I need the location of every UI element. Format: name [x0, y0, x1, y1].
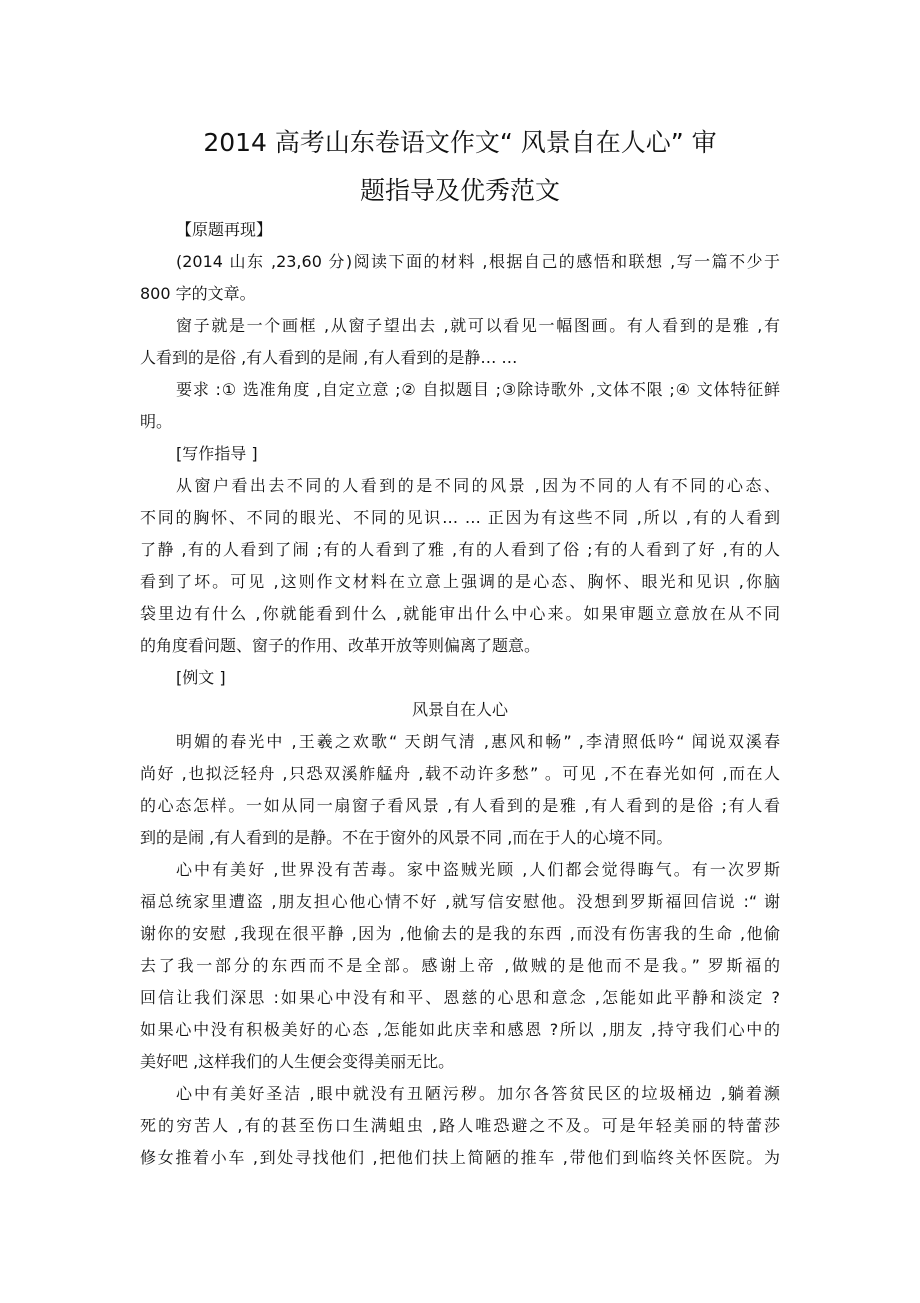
- paragraph-line: 福总统家里遭盗 ,朋友担心他心情不好 ,就写信安慰他。没想到罗斯福回信说 :“ 谢: [140, 892, 780, 911]
- paragraph-line: 的角度看问题、窗子的作用、改革开放等则偏离了题意。: [140, 636, 541, 655]
- paragraph-line: 回信让我们深思 :如果心中没有和平、恩慈的心思和意念 ,怎能如此平静和淡定 ?: [140, 988, 780, 1007]
- paragraph-line: 袋里边有什么 ,你就能看到什么 ,就能审出什么中心来。如果审题立意放在从不同: [140, 604, 780, 623]
- paragraph-line: 人看到的是俗 ,有人看到的是闹 ,有人看到的是静… …: [140, 348, 518, 367]
- paragraph-line: 死的穷苦人 ,有的甚至伤口生满蛆虫 ,路人唯恐避之不及。可是年轻美丽的特蕾莎: [140, 1116, 780, 1135]
- paragraph-line: 心中有美好 ,世界没有苦毒。家中盗贼光顾 ,人们都会觉得晦气。有一次罗斯: [176, 860, 780, 879]
- paragraph-line: 美好吧 ,这样我们的人生便会变得美丽无比。: [140, 1052, 455, 1071]
- document-title-line-1: 2014 高考山东卷语文作文“ 风景自在人心” 审: [203, 128, 717, 157]
- paragraph-line: 的心态怎样。一如从同一扇窗子看风景 ,有人看到的是雅 ,有人看到的是俗 ;有人看: [140, 796, 780, 815]
- paragraph-line: 到的是闹 ,有人看到的是静。不在于窗外的风景不同 ,而在于人的心境不同。: [140, 828, 673, 847]
- paragraph-line: 明媚的春光中 ,王羲之欢歌“ 天朗气清 ,惠风和畅” ,李清照低吟“ 闻说双溪春: [176, 732, 780, 751]
- paragraph-line: 800 字的文章。: [140, 284, 256, 303]
- essay-title: 风景自在人心: [411, 700, 508, 719]
- paragraph-line: 修女推着小车 ,到处寻找他们 ,把他们扶上简陋的推车 ,带他们到临终关怀医院。为: [140, 1148, 780, 1167]
- paragraph-line: 尚好 ,也拟泛轻舟 ,只恐双溪舴艋舟 ,载不动许多愁” 。可见 ,不在春光如何 ,而在人: [140, 764, 780, 783]
- paragraph-line: 去了我一部分的东西而不是全部。感谢上帝 ,做贼的是他而不是我。” 罗斯福的: [140, 956, 780, 975]
- paragraph-line: 如果心中没有积极美好的心态 ,怎能如此庆幸和感恩 ?所以 ,朋友 ,持守我们心中的: [140, 1020, 780, 1039]
- paragraph-line: 看到了坏。可见 ,这则作文材料在立意上强调的是心态、胸怀、眼光和见识 ,你脑: [140, 572, 780, 591]
- paragraph-line: 了静 ,有的人看到了闹 ;有的人看到了雅 ,有的人看到了俗 ;有的人看到了好 ,有的人: [140, 540, 780, 559]
- paragraph-line: 心中有美好圣洁 ,眼中就没有丑陋污秽。加尔各答贫民区的垃圾桶边 ,躺着濒: [176, 1084, 780, 1103]
- section-heading-guide: [写作指导 ]: [176, 444, 258, 463]
- paragraph-line: 要求 :① 选准角度 ,自定立意 ;② 自拟题目 ;③除诗歌外 ,文体不限 ;④ 文体特征鲜: [176, 380, 780, 399]
- paragraph-line: 从窗户看出去不同的人看到的是不同的风景 ,因为不同的人有不同的心态、: [176, 476, 780, 495]
- document-title-line-2: 题指导及优秀范文: [359, 176, 560, 205]
- paragraph-line: 明。: [140, 412, 173, 431]
- section-heading-original: 【原题再现】: [176, 220, 273, 239]
- paragraph-line: 窗子就是一个画框 ,从窗子望出去 ,就可以看见一幅图画。有人看到的是雅 ,有: [176, 316, 780, 335]
- paragraph-line: 不同的胸怀、不同的眼光、不同的见识… … 正因为有这些不同 ,所以 ,有的人看到: [140, 508, 780, 527]
- paragraph-line: (2014 山东 ,23,60 分)阅读下面的材料 ,根据自己的感悟和联想 ,写一篇不少于: [176, 252, 780, 271]
- paragraph-line: 谢你的安慰 ,我现在很平静 ,因为 ,他偷去的是我的东西 ,而没有伤害我的生命 ,他偷: [140, 924, 780, 943]
- section-heading-example: [例文 ]: [176, 668, 226, 687]
